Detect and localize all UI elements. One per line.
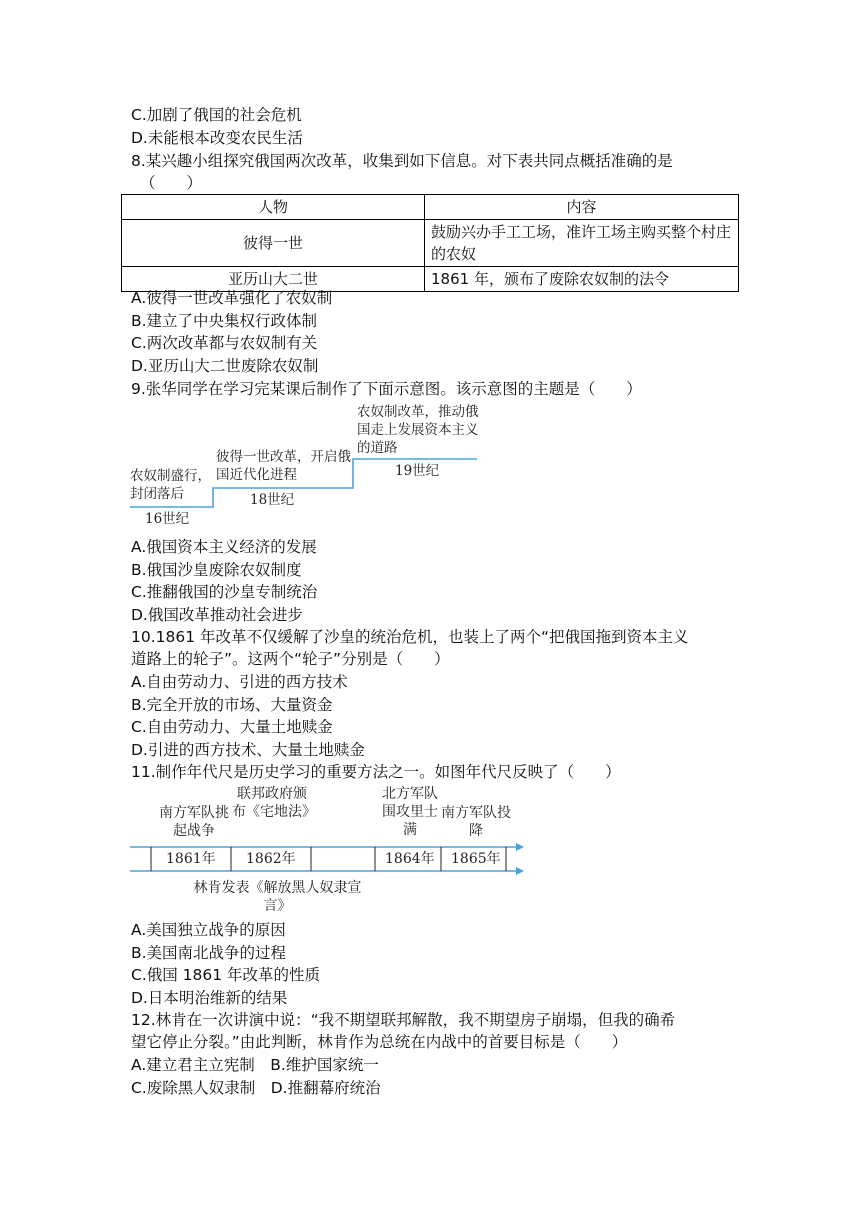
timeline-event-1861: 南方军队挑起战争 <box>159 805 229 839</box>
q12-options-ab: A.建立君主立宪制 B.维护国家统一 <box>131 1056 379 1074</box>
table-cell-person: 彼得一世 <box>122 220 425 267</box>
timeline-bottom-arrow <box>516 867 524 875</box>
stair-step2-label: 18世纪 <box>250 492 295 508</box>
timeline-event-1862: 联邦政府颁布《宅地法》 <box>232 786 316 820</box>
q9-stem: 9.张华同学在学习完某课后制作了下面示意图。该示意图的主题是（ ） <box>131 380 642 398</box>
q8-option-c: C.两次改革都与农奴制有关 <box>131 334 318 352</box>
q7-option-c: C.加剧了俄国的社会危机 <box>131 106 302 124</box>
q11-stem: 11.制作年代尺是历史学习的重要方法之一。如图年代尺反映了（ ） <box>131 763 621 781</box>
stair-step3-text: 农奴制改革，推动俄国走上发展资本主义的道路 <box>357 404 479 456</box>
q8-option-a: A.彼得一世改革强化了农奴制 <box>131 289 333 307</box>
table-header-person: 人物 <box>122 195 425 220</box>
stair-step1-label: 16世纪 <box>145 511 190 527</box>
timeline-year-1861: 1861年 <box>166 851 216 867</box>
table-cell-content: 鼓励兴办手工工场，准许工场主购买整个村庄的农奴 <box>425 220 739 267</box>
q10-option-c: C.自由劳动力、大量土地赎金 <box>131 718 333 736</box>
q11-option-a: A.美国独立战争的原因 <box>131 921 286 939</box>
timeline-event-1865: 南方军队投降 <box>441 805 511 839</box>
q12-stem-line1: 12.林肯在一次讲演中说：“我不期望联邦解散，我不期望房子崩塌，但我的确希 <box>131 1011 676 1029</box>
q10-stem-line1: 10.1861 年改革不仅缓解了沙皇的统治危机，也装上了两个“把俄国拖到资本主义 <box>131 628 689 646</box>
stair-step2-text: 彼得一世改革，开启俄国近代化进程 <box>216 449 351 483</box>
q8-option-b: B.建立了中央集权行政体制 <box>131 312 318 330</box>
q9-option-a: A.俄国资本主义经济的发展 <box>131 538 317 556</box>
q12-options-cd: C.废除黑人奴隶制 D.推翻幕府统治 <box>131 1079 381 1097</box>
q7-option-d: D.未能根本改变农民生活 <box>131 129 303 147</box>
q8-stem: 8.某兴趣小组探究俄国两次改革，收集到如下信息。对下表共同点概括准确的是 <box>131 152 673 170</box>
timeline-event-below-1863: 林肯发表《解放黑人奴隶宣言》 <box>193 880 362 914</box>
q11-option-c: C.俄国 1861 年改革的性质 <box>131 966 321 984</box>
q11-option-b: B.美国南北战争的过程 <box>131 944 287 962</box>
q8-option-d: D.亚历山大二世废除农奴制 <box>131 357 319 375</box>
table-cell-content: 1861 年，颁布了废除农奴制的法令 <box>425 267 739 292</box>
q10-stem-line2: 道路上的轮子”。这两个“轮子”分别是（ ） <box>131 650 450 668</box>
timeline-year-1865: 1865年 <box>451 851 501 867</box>
q10-option-a: A.自由劳动力、引进的西方技术 <box>131 673 348 691</box>
q9-option-b: B.俄国沙皇废除农奴制度 <box>131 561 302 579</box>
q8-answer-paren: （ ） <box>140 174 203 192</box>
timeline-top-arrow <box>516 843 524 851</box>
table-cell-person: 亚历山大二世 <box>122 267 425 292</box>
q12-stem-line2: 望它停止分裂。”由此判断，林肯作为总统在内战中的首要目标是（ ） <box>131 1033 628 1051</box>
stair-step1-text: 农奴制盛行，封闭落后 <box>130 468 211 502</box>
timeline-year-1862: 1862年 <box>246 851 296 867</box>
q9-option-c: C.推翻俄国的沙皇专制统治 <box>131 583 318 601</box>
q10-option-b: B.完全开放的市场、大量资金 <box>131 696 333 714</box>
q9-option-d: D.俄国改革推动社会进步 <box>131 606 303 624</box>
q10-option-d: D.引进的西方技术、大量土地赎金 <box>131 741 365 759</box>
q11-option-d: D.日本明治维新的结果 <box>131 989 288 1007</box>
table-header-content: 内容 <box>425 195 739 220</box>
stair-step3-label: 19世纪 <box>395 463 440 479</box>
timeline-year-1864: 1864年 <box>385 851 435 867</box>
timeline-event-1864: 北方军队围攻里士满 <box>382 786 438 838</box>
